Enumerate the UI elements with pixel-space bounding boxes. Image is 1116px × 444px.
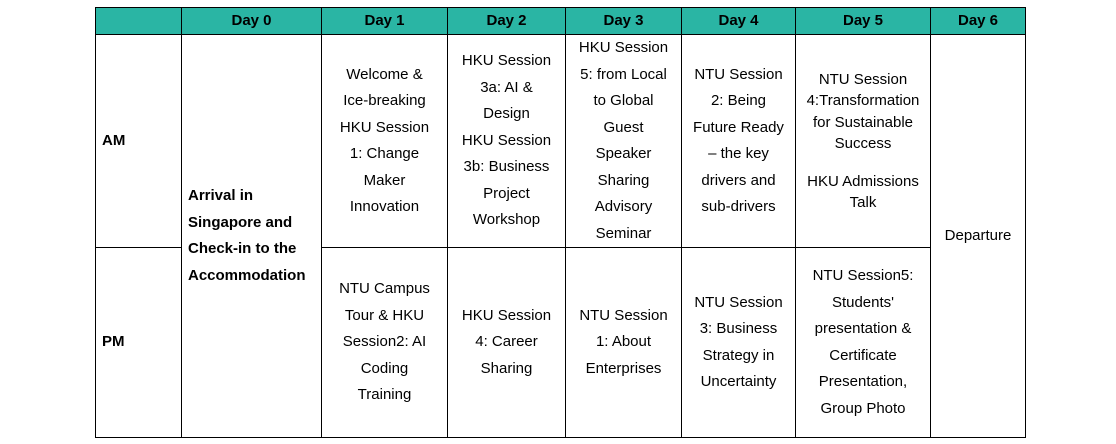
cell-line: Certificate	[829, 346, 897, 364]
pm-day4-cell	[682, 248, 796, 438]
header-day1: Day 1	[322, 8, 448, 35]
cell-line: Guest	[603, 118, 644, 136]
cell-line: NTU Campus	[339, 280, 430, 298]
cell-line: NTU Session	[579, 306, 668, 324]
cell-line: Speaker	[595, 145, 652, 162]
cell-line: Ice-breaking	[343, 92, 426, 109]
header-day6: Day 6	[931, 8, 1026, 35]
cell-line: 2: Being	[710, 92, 767, 109]
cell-line: Tour & HKU	[344, 306, 425, 324]
pm-day1-cell	[322, 248, 448, 438]
cell-spacer	[800, 155, 926, 171]
pm-day5-cell	[796, 248, 931, 438]
cell-line: 4: Career	[475, 333, 538, 351]
cell-line: Group Photo	[820, 399, 906, 417]
cell-line: sub-drivers	[701, 198, 776, 215]
cell-line: to Global	[593, 92, 654, 109]
cell-line: NTU Session5:	[812, 267, 914, 284]
day6-departure-cell: Departure	[931, 35, 1026, 438]
header-day0: Day 0	[182, 8, 322, 35]
cell-line: Welcome &	[346, 65, 423, 83]
cell-line: 3b: Business	[463, 158, 550, 176]
am-day3-cell	[566, 35, 682, 248]
cell-line: Success	[834, 135, 892, 152]
header-day5: Day 5	[796, 8, 931, 35]
cell-line: Sharing	[597, 171, 650, 189]
cell-line: NTU Session	[694, 293, 783, 311]
cell-line: HKU Session	[461, 306, 552, 324]
pm-label: PM	[96, 248, 182, 438]
day0-line: Singapore and	[188, 213, 293, 231]
cell-line: 5: from Local	[580, 65, 667, 83]
cell-line: Seminar	[595, 224, 652, 242]
cell-line: Session2: AI	[342, 333, 427, 351]
header-day3: Day 3	[566, 8, 682, 35]
cell-line: 3a: AI &	[480, 78, 533, 96]
cell-line: HKU Session	[461, 131, 552, 149]
cell-line: for Sustainable	[812, 113, 914, 131]
header-empty-cell	[96, 8, 182, 35]
day0-line: Accommodation	[188, 266, 306, 284]
cell-line: Presentation,	[818, 373, 908, 390]
am-day4-cell	[682, 35, 796, 248]
header-day2: Day 2	[448, 8, 566, 35]
cell-line: Maker	[363, 171, 406, 189]
cell-line: Sharing	[480, 359, 533, 377]
cell-line: Training	[357, 386, 412, 404]
am-row	[96, 35, 1026, 248]
am-label: AM	[96, 35, 182, 248]
cell-line: HKU Session	[578, 39, 669, 56]
pm-day2-cell	[448, 248, 566, 438]
cell-line: Innovation	[349, 198, 420, 215]
am-day2-cell	[448, 35, 566, 248]
cell-line: HKU Session	[461, 52, 552, 70]
cell-line: NTU Session	[694, 65, 783, 83]
cell-line: HKU Session	[339, 118, 430, 136]
cell-line: Workshop	[472, 211, 541, 229]
cell-line: 1: About	[595, 333, 652, 351]
cell-line: Advisory	[594, 198, 653, 215]
pm-day3-cell	[566, 248, 682, 438]
cell-line: 1: Change	[349, 145, 420, 162]
cell-line: 3: Business	[699, 320, 778, 337]
day0-line: Arrival in	[188, 187, 254, 204]
header-day4: Day 4	[682, 8, 796, 35]
cell-line: HKU Admissions	[807, 172, 919, 190]
cell-line: Enterprises	[585, 359, 662, 377]
cell-line: presentation &	[814, 320, 912, 337]
cell-line: Talk	[849, 194, 877, 211]
cell-line: NTU Session	[818, 70, 908, 88]
cell-line: Project	[483, 184, 530, 202]
header-row	[96, 8, 1026, 35]
am-day5-cell	[796, 35, 931, 248]
cell-line: Future Ready	[693, 118, 784, 136]
cell-line: 4:Transformation	[806, 92, 920, 109]
cell-line: Strategy in	[702, 346, 775, 364]
cell-line: Uncertainty	[700, 373, 777, 390]
cell-line: – the key	[708, 145, 769, 162]
cell-line: drivers and	[701, 171, 776, 189]
cell-line: Students'	[831, 293, 895, 311]
schedule-table	[95, 7, 1026, 438]
cell-line: Coding	[360, 359, 409, 377]
cell-line: Design	[483, 105, 530, 123]
day0-line: Check-in to the	[188, 240, 297, 257]
am-day1-cell	[322, 35, 448, 248]
day0-arrival-cell	[182, 35, 322, 438]
